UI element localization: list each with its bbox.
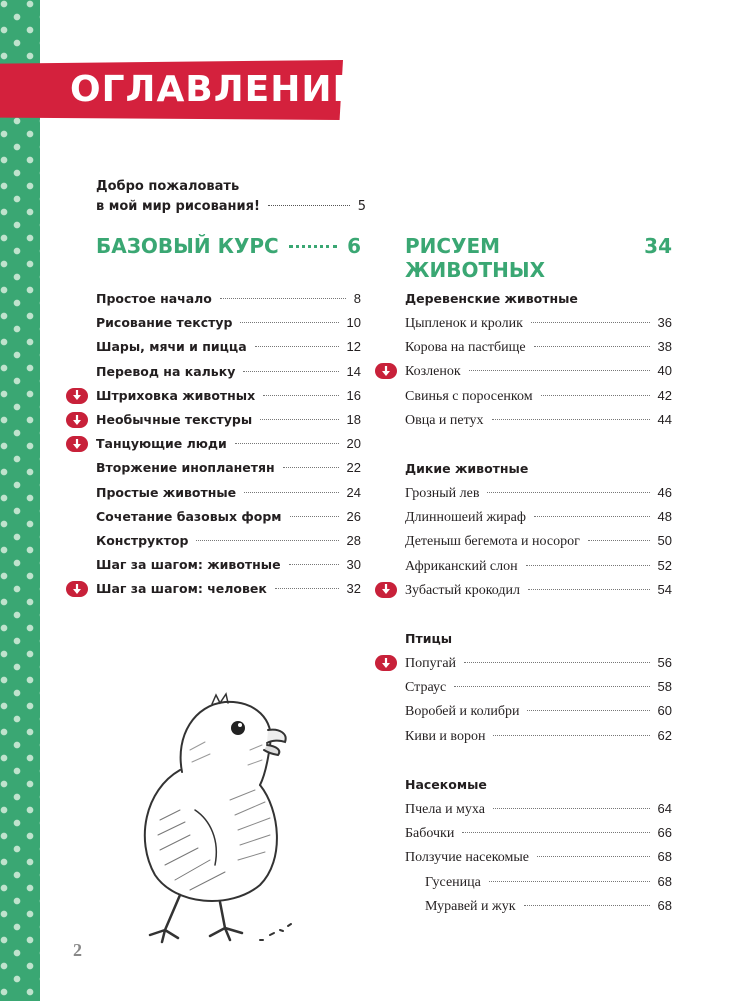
toc-entry[interactable] <box>405 556 672 576</box>
toc-entry-page: 68 <box>657 897 672 913</box>
toc-entry[interactable] <box>96 289 361 309</box>
toc-entry-page: 24 <box>346 484 361 500</box>
toc-entry-page: 40 <box>657 363 672 379</box>
download-arrow-icon <box>375 655 397 671</box>
toc-entry-label: Киви и ворон <box>405 728 486 744</box>
toc-group-heading: Птицы <box>405 631 453 646</box>
welcome-line-2: в мой мир рисования! <box>96 199 260 214</box>
toc-entry-page: 64 <box>657 801 672 816</box>
dot-leader <box>527 710 649 711</box>
toc-entry-label: Козленок <box>405 364 461 380</box>
toc-entry[interactable] <box>405 823 672 843</box>
toc-entry-page: 46 <box>657 485 672 500</box>
toc-entry-label: Пчела и муха <box>405 802 485 817</box>
toc-entry-label: Сочетание базовых форм <box>96 508 282 524</box>
toc-entry[interactable] <box>96 386 361 406</box>
dot-leader <box>275 588 339 589</box>
dot-leader <box>487 492 649 493</box>
toc-entry[interactable] <box>405 410 672 430</box>
toc-entry[interactable] <box>96 555 361 575</box>
toc-entry[interactable] <box>96 434 361 454</box>
toc-entry[interactable] <box>405 313 672 333</box>
dot-leader <box>528 589 650 590</box>
toc-entry[interactable] <box>405 726 672 746</box>
dot-leader <box>263 395 338 396</box>
toc-entry-page: 50 <box>657 533 672 549</box>
toc-entry-label: Детеныш бегемота и носорог <box>405 534 580 550</box>
dot-leader <box>526 565 650 566</box>
toc-entry-page: 26 <box>346 508 361 524</box>
toc-entry[interactable] <box>96 531 361 551</box>
toc-entry[interactable] <box>405 337 672 357</box>
section-basic-course-label: БАЗОВЫЙ КУРС <box>96 234 279 258</box>
section-basic-course[interactable] <box>96 234 361 258</box>
toc-entry[interactable] <box>96 410 361 430</box>
dot-leader <box>244 492 338 493</box>
toc-entry-label: Простое начало <box>96 291 212 306</box>
download-arrow-icon <box>66 388 88 404</box>
download-arrow-icon <box>66 581 88 597</box>
toc-entry-label: Длинношеий жираф <box>405 510 526 526</box>
toc-entry[interactable] <box>405 531 672 551</box>
toc-entry-label: Вторжение инопланетян <box>96 460 275 476</box>
toc-entry-label: Необычные текстуры <box>96 412 253 427</box>
toc-entry-label: Цыпленок и кролик <box>405 316 523 331</box>
toc-entry-label: Шары, мячи и пицца <box>96 339 247 355</box>
toc-entry-page: 66 <box>657 825 672 841</box>
toc-entry-page: 22 <box>346 460 361 476</box>
toc-entry-page: 44 <box>657 411 672 427</box>
toc-entry-page: 62 <box>657 727 672 743</box>
toc-entry-page: 68 <box>657 849 672 865</box>
toc-entry-label: Зубастый крокодил <box>405 582 520 598</box>
polka-dot-strip <box>0 0 40 1001</box>
toc-entry-label: Шаг за шагом: животные <box>96 557 281 573</box>
toc-entry[interactable] <box>425 896 672 916</box>
toc-entry[interactable] <box>405 483 672 503</box>
section-drawing-animals-page: 34 <box>644 234 672 258</box>
toc-entry-page: 10 <box>346 315 361 331</box>
page-title: ОГЛАВЛЕНИЕ <box>70 69 359 110</box>
toc-entry-page: 68 <box>657 873 672 889</box>
dot-leader <box>289 245 337 248</box>
toc-entry-label: Африканский слон <box>405 558 518 574</box>
dot-leader <box>588 540 650 541</box>
toc-entry[interactable] <box>405 701 672 721</box>
toc-entry[interactable] <box>96 458 361 478</box>
dot-leader <box>537 856 650 857</box>
toc-entry-label: Попугай <box>405 656 457 671</box>
toc-entry-label: Перевод на кальку <box>96 363 236 379</box>
dot-leader <box>268 205 350 206</box>
toc-entry-label: Шаг за шагом: человек <box>96 581 267 597</box>
welcome-entry[interactable] <box>96 177 366 217</box>
toc-entry-label: Овца и петух <box>405 412 484 428</box>
toc-group-heading: Насекомые <box>405 777 487 792</box>
toc-entry[interactable] <box>405 507 672 527</box>
toc-entry-label: Корова на пастбище <box>405 340 526 356</box>
dot-leader <box>255 346 339 347</box>
toc-entry[interactable] <box>405 361 672 381</box>
toc-entry[interactable] <box>96 337 361 357</box>
toc-entry-page: 42 <box>657 387 672 403</box>
dot-leader <box>454 686 649 687</box>
toc-entry-page: 18 <box>346 412 361 427</box>
toc-entry-label: Гусеница <box>425 874 481 890</box>
dot-leader <box>260 419 338 420</box>
toc-entry[interactable] <box>96 579 361 599</box>
dot-leader <box>462 832 649 833</box>
welcome-line-1: Добро пожаловать <box>96 179 240 194</box>
dot-leader <box>290 516 339 517</box>
toc-entry-page: 48 <box>657 509 672 525</box>
dot-leader <box>196 540 338 541</box>
toc-entry[interactable] <box>425 872 672 892</box>
toc-entry-label: Муравей и жук <box>425 898 516 914</box>
dot-leader <box>243 371 338 372</box>
toc-entry[interactable] <box>96 313 361 333</box>
toc-entry-label: Ползучие насекомые <box>405 850 530 866</box>
toc-entry-label: Страус <box>405 680 447 696</box>
toc-entry-page: 60 <box>657 703 672 719</box>
toc-entry-page: 52 <box>657 557 672 573</box>
dot-leader <box>534 516 650 517</box>
toc-entry-page: 58 <box>657 679 672 695</box>
toc-entry[interactable] <box>96 483 361 503</box>
dot-leader <box>469 370 650 371</box>
toc-entry-page: 12 <box>346 339 361 355</box>
toc-entry-page: 20 <box>346 436 361 452</box>
dot-leader <box>492 419 650 420</box>
dot-leader <box>541 395 650 396</box>
welcome-page: 5 <box>357 199 366 214</box>
toc-entry-page: 32 <box>346 581 361 597</box>
toc-entry[interactable] <box>405 847 672 867</box>
dot-leader <box>220 298 346 299</box>
toc-entry[interactable] <box>405 653 672 673</box>
dot-leader <box>493 735 649 736</box>
toc-entry-label: Воробей и колибри <box>405 704 520 720</box>
toc-entry[interactable] <box>96 507 361 527</box>
dot-leader <box>531 322 650 323</box>
dot-leader <box>464 662 649 663</box>
page-number: 2 <box>73 940 82 960</box>
toc-entry[interactable] <box>405 386 672 406</box>
toc-group-heading: Дикие животные <box>405 461 529 476</box>
toc-entry-page: 56 <box>657 655 672 670</box>
toc-entry-label: Простые животные <box>96 484 237 500</box>
toc-entry-page: 54 <box>657 581 672 597</box>
toc-entry-page: 14 <box>346 363 361 379</box>
toc-entry-page: 36 <box>657 315 672 330</box>
chick-illustration <box>120 690 320 945</box>
toc-entry-page: 16 <box>346 387 361 403</box>
section-basic-course-page: 6 <box>347 234 361 258</box>
toc-entry[interactable] <box>96 362 361 382</box>
toc-entry-label: Рисование текстур <box>96 315 233 331</box>
toc-entry[interactable] <box>405 580 672 600</box>
dot-leader <box>534 346 650 347</box>
toc-entry-label: Штриховка животных <box>96 387 256 403</box>
toc-entry-page: 8 <box>353 291 361 306</box>
toc-entry-page: 28 <box>346 533 361 548</box>
dot-leader <box>289 564 339 565</box>
toc-entry-page: 38 <box>657 339 672 355</box>
toc-entry-page: 30 <box>346 557 361 573</box>
download-arrow-icon <box>375 363 397 379</box>
section-drawing-animals[interactable] <box>405 234 672 282</box>
download-arrow-icon <box>66 436 88 452</box>
dot-leader <box>283 467 339 468</box>
toc-entry[interactable] <box>405 799 672 819</box>
toc-entry-label: Танцующие люди <box>96 436 227 452</box>
dot-leader <box>235 443 339 444</box>
dot-leader <box>493 808 650 809</box>
download-arrow-icon <box>66 412 88 428</box>
dot-leader <box>524 905 650 906</box>
toc-entry-label: Грозный лев <box>405 486 480 501</box>
toc-entry-label: Конструктор <box>96 533 189 548</box>
toc-entry[interactable] <box>405 677 672 697</box>
toc-entry-label: Бабочки <box>405 826 455 842</box>
toc-group-heading: Деревенские животные <box>405 291 578 306</box>
dot-leader <box>489 881 650 882</box>
toc-entry-label: Свинья с поросенком <box>405 388 533 404</box>
section-drawing-animals-label: РИСУЕМ ЖИВОТНЫХ <box>405 234 545 282</box>
download-arrow-icon <box>375 582 397 598</box>
dot-leader <box>240 322 338 323</box>
